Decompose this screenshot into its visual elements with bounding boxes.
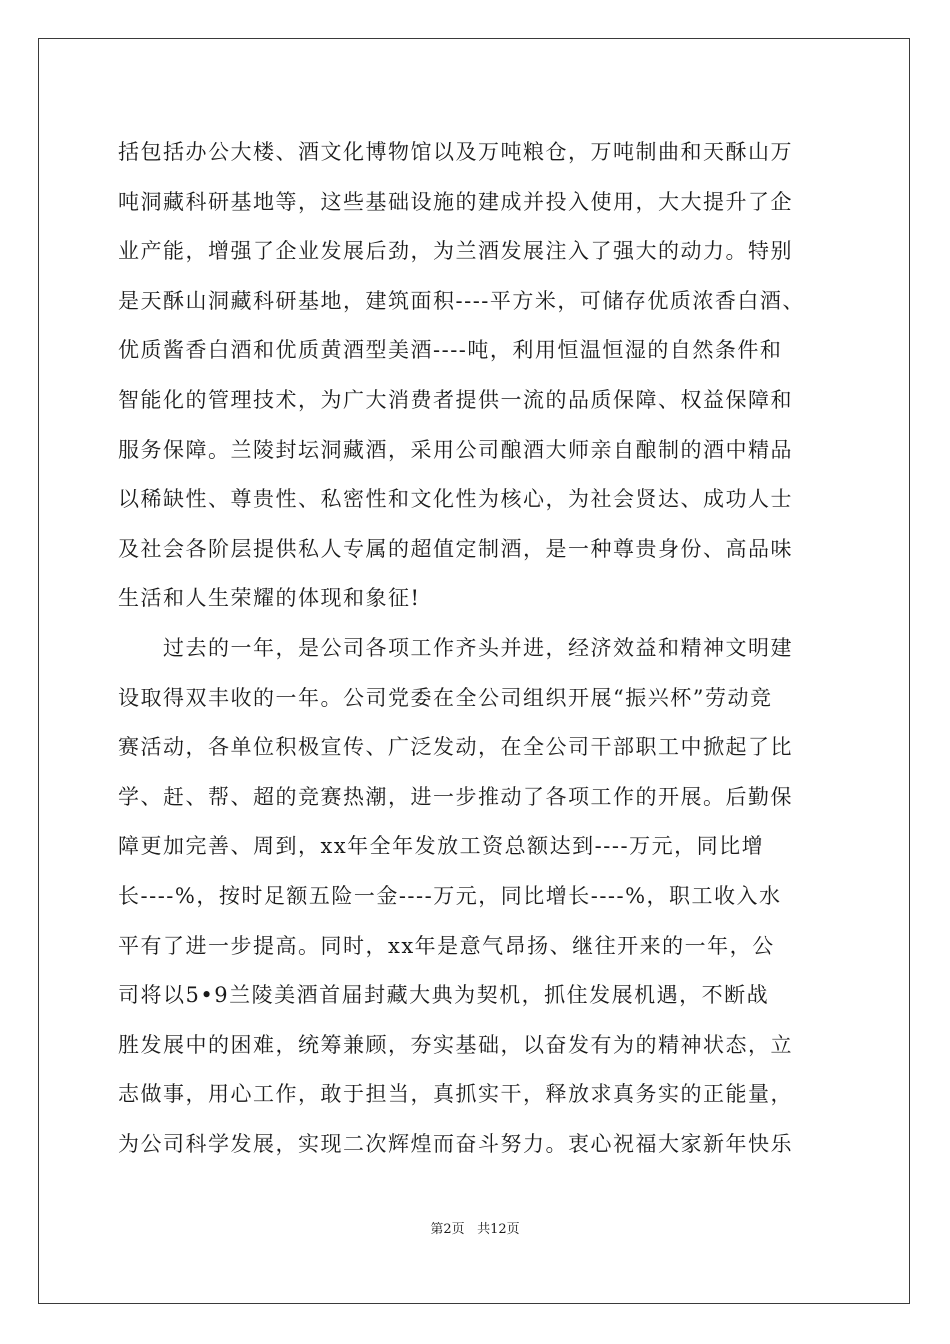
text-line: 吨洞藏科研基地等，这些基础设施的建成并投入使用，大大提升了企 [118, 189, 793, 214]
text-line: 括包括办公大楼、酒文化博物馆以及万吨粮仓，万吨制曲和天酥山万 [118, 140, 793, 164]
text-line: 障更加完善、周到，xx年全年发放工资总额达到----万元，同比增 [118, 834, 765, 859]
text-line: 以稀缺性、尊贵性、私密性和文化性为核心，为社会贤达、成功人士 [118, 487, 793, 512]
text-line: 过去的一年，是公司各项工作齐头并进，经济效益和精神文明建 [118, 635, 793, 660]
text-line: 服务保障。兰陵封坛洞藏酒，采用公司酿酒大师亲自酿制的酒中精品 [118, 437, 793, 462]
text-line: 为公司科学发展，实现二次辉煌而奋斗努力。衷心祝福大家新年快乐 [118, 1131, 793, 1156]
text-line: 设取得双丰收的一年。公司党委在全公司组织开展“振兴杯”劳动竞 [118, 685, 773, 710]
text-line: 是天酥山洞藏科研基地，建筑面积----平方米，可储存优质浓香白酒、 [118, 288, 805, 313]
text-line: 胜发展中的困难，统筹兼顾，夯实基础，以奋发有为的精神状态，立 [118, 1032, 793, 1057]
text-line: 及社会各阶层提供私人专属的超值定制酒，是一种尊贵身份、高品味 [118, 536, 793, 561]
page-footer [0, 1218, 950, 1237]
text-line: 赛活动，各单位积极宣传、广泛发动，在全公司干部职工中掀起了比 [118, 735, 793, 760]
page-number: 第2页 [430, 1222, 465, 1237]
text-line: 学、赶、帮、超的竞赛热潮，进一步推动了各项工作的开展。后勤保 [118, 784, 793, 809]
text-line: 平有了进一步提高。同时，xx年是意气昂扬、继往开来的一年，公 [118, 933, 775, 958]
text-line: 智能化的管理技术，为广大消费者提供一流的品质保障、权益保障和 [118, 387, 793, 412]
text-line: 生活和人生荣耀的体现和象征! [118, 586, 421, 611]
page-total: 共12页 [477, 1222, 520, 1237]
text-line: 长----%，按时足额五险一金----万元，同比增长----%，职工收入水 [118, 883, 782, 908]
text-line: 司将以5•9兰陵美酒首届封藏大典为契机，抓住发展机遇，不断战 [118, 983, 770, 1008]
text-line: 优质酱香白酒和优质黄酒型美酒----吨，利用恒温恒湿的自然条件和 [118, 338, 783, 363]
text-line: 志做事，用心工作，敢于担当，真抓实干，释放求真务实的正能量， [118, 1082, 793, 1107]
text-line: 业产能，增强了企业发展后劲，为兰酒发展注入了强大的动力。特别 [118, 239, 793, 264]
document-body [118, 128, 838, 1169]
